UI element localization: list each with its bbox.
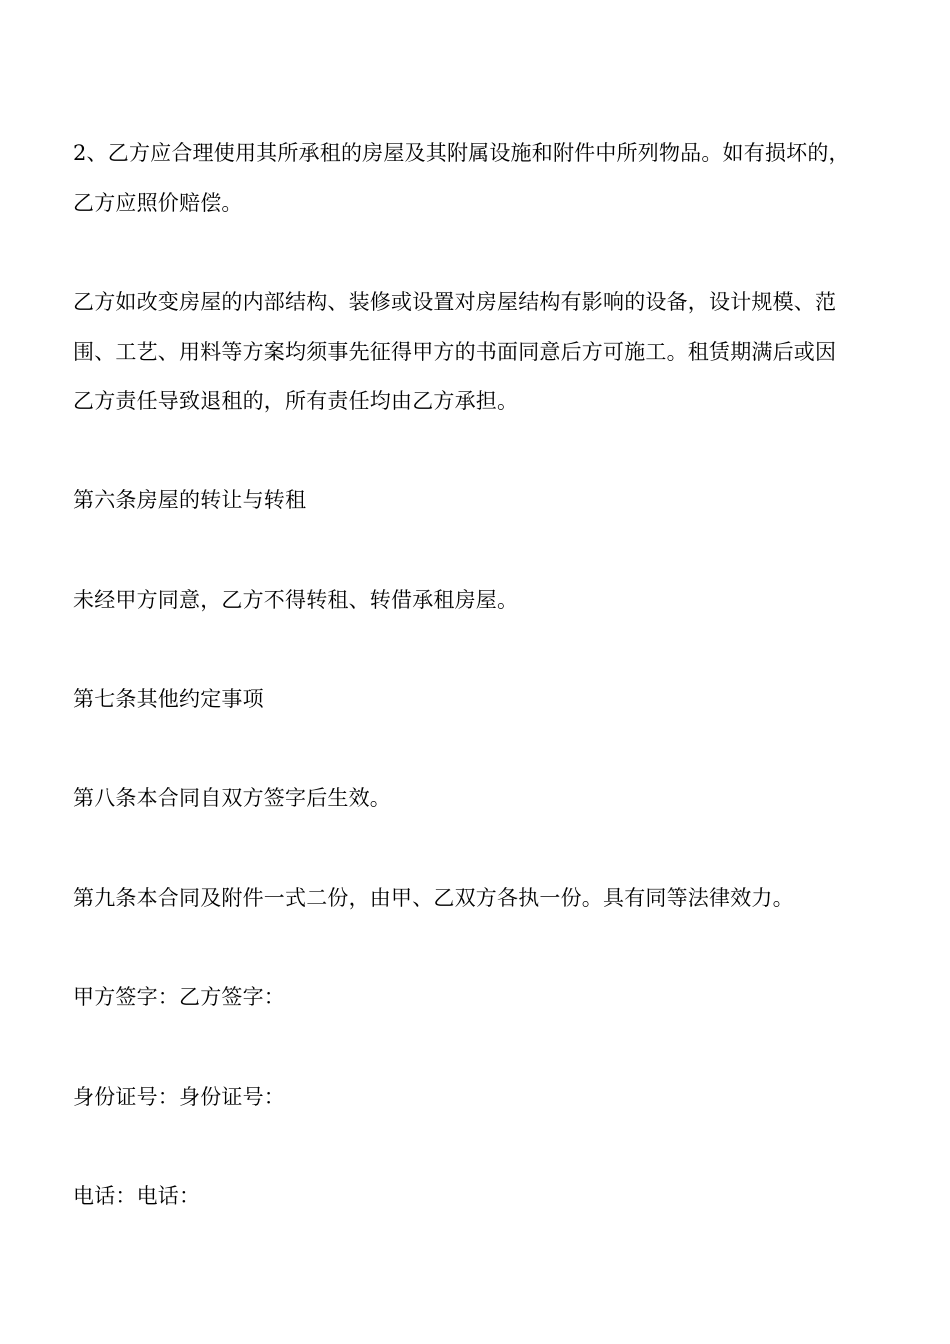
- alteration-line-3: 乙方责任导致退租的，所有责任均由乙方承担。: [73, 389, 519, 413]
- phone-line: 电话：电话：: [73, 1184, 201, 1208]
- sublease-text: 未经甲方同意，乙方不得转租、转借承租房屋。: [73, 588, 519, 612]
- alteration-line-1: 乙方如改变房屋的内部结构、装修或设置对房屋结构有影响的设备，设计规模、范: [73, 290, 837, 314]
- signature-line: 甲方签字：乙方签字：: [73, 985, 285, 1009]
- article-7-heading: 第七条其他约定事项: [73, 687, 264, 711]
- article-6-heading: 第六条房屋的转让与转租: [73, 488, 307, 512]
- article-8-text: 第八条本合同自双方签字后生效。: [73, 786, 391, 810]
- clause-2-line-1: 2、乙方应合理使用其所承租的房屋及其附属设施和附件中所列物品。如有损坏的，: [73, 141, 850, 165]
- alteration-line-2: 围、工艺、用料等方案均须事先征得甲方的书面同意后方可施工。租赁期满后或因: [73, 340, 837, 364]
- clause-2-line-2: 乙方应照价赔偿。: [73, 191, 243, 215]
- id-number-line: 身份证号：身份证号：: [73, 1085, 285, 1109]
- article-9-text: 第九条本合同及附件一式二份，由甲、乙双方各执一份。具有同等法律效力。: [73, 886, 794, 910]
